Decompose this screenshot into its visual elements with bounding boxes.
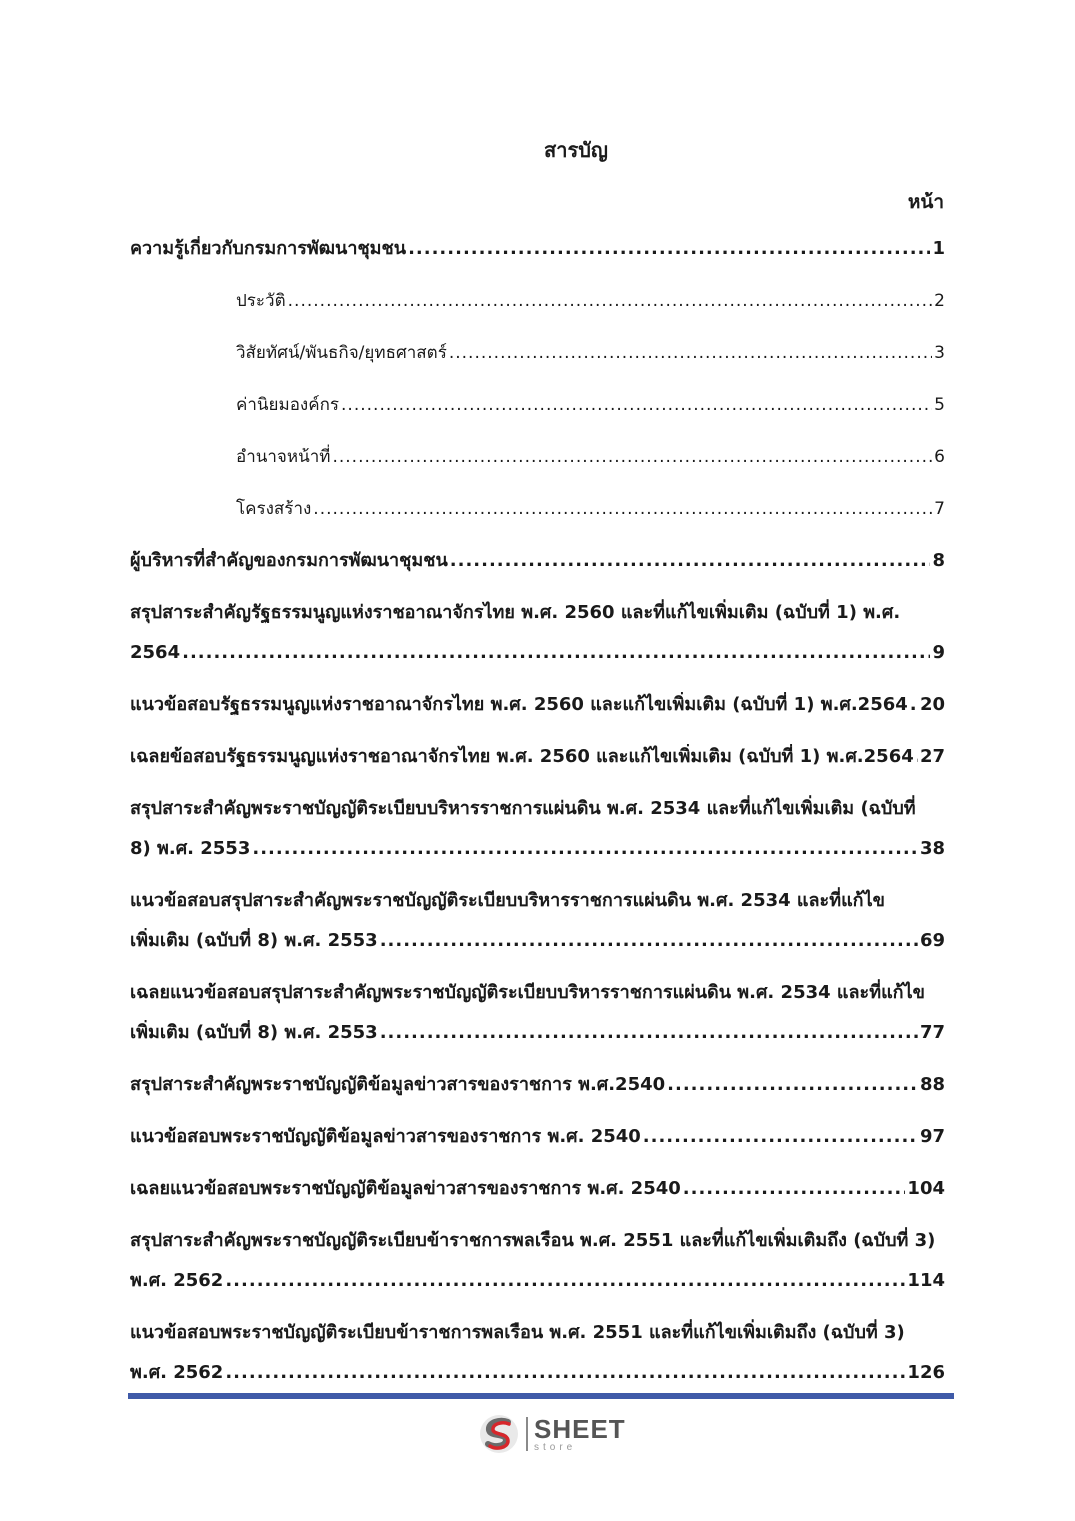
toc-entry-text: โครงสร้าง	[236, 499, 312, 519]
toc-page-number: 69	[919, 930, 945, 951]
toc-page-number: 6	[934, 447, 945, 467]
toc-page-number: 1	[932, 238, 945, 259]
toc-row	[130, 928, 945, 954]
toc-leader-dots	[288, 288, 933, 314]
table-of-contents	[130, 236, 945, 1412]
toc-page-number: 27	[919, 746, 945, 767]
toc-leader-dots	[225, 1360, 905, 1386]
toc-page-number: 9	[932, 642, 945, 663]
toc-entry-text: ค่านิยมองค์กร	[236, 395, 340, 415]
toc-entry-text: พ.ศ. 2562	[130, 1362, 224, 1383]
toc-page-number: 104	[907, 1178, 945, 1199]
toc-entry-multiline	[130, 888, 945, 954]
toc-leader-dots	[667, 1072, 918, 1098]
toc-entry-text: แนวข้อสอบรัฐธรรมนูญแห่งราชอาณาจักรไทย พ.ศ. 2560 และแก้ไขเพิ่มเติม (ฉบับที่ 1) พ.ศ.2564	[130, 694, 908, 715]
toc-page-number: 5	[934, 395, 945, 415]
toc-entry-text: ประวัติ	[236, 291, 286, 311]
toc-row	[130, 1268, 945, 1294]
toc-entry-text: เพิ่มเติม (ฉบับที่ 8) พ.ศ. 2553	[130, 930, 378, 951]
toc-page-number: 77	[919, 1022, 945, 1043]
logo-wordmark	[534, 1413, 626, 1453]
toc-leader-dots	[916, 744, 918, 770]
toc-leader-dots	[408, 236, 930, 262]
toc-entry-text: พ.ศ. 2562	[130, 1270, 224, 1291]
toc-row	[130, 1020, 945, 1046]
footer-divider	[128, 1393, 954, 1399]
toc-entry-line1: สรุปสาระสำคัญรัฐธรรมนูญแห่งราชอาณาจักรไทย พ.ศ. 2560 และที่แก้ไขเพิ่มเติม (ฉบับที่ 1) พ.ศ.	[130, 602, 901, 623]
toc-page-number: 3	[934, 343, 945, 363]
sheet-store-logo	[478, 1413, 626, 1455]
toc-row	[130, 548, 945, 574]
toc-entry-text: เฉลยข้อสอบรัฐธรรมนูญแห่งราชอาณาจักรไทย พ.ศ. 2560 และแก้ไขเพิ่มเติม (ฉบับที่ 1) พ.ศ.2564	[130, 746, 914, 767]
toc-entry-line1: แนวข้อสอบพระราชบัญญัติระเบียบข้าราชการพลเรือน พ.ศ. 2551 และที่แก้ไขเพิ่มเติมถึง (ฉบับที่ 3)	[130, 1322, 905, 1343]
toc-entry-multiline	[130, 980, 945, 1046]
toc-row	[130, 288, 945, 314]
toc-row	[130, 836, 945, 862]
toc-entry-line1: เฉลยแนวข้อสอบสรุปสาระสำคัญพระราชบัญญัติระเบียบบริหารราชการแผ่นดิน พ.ศ. 2534 และที่แก้ไข	[130, 982, 925, 1003]
toc-row	[130, 744, 945, 770]
toc-entry-multiline	[130, 796, 945, 862]
toc-row	[130, 236, 945, 262]
toc-leader-dots	[449, 340, 932, 366]
toc-leader-dots	[313, 496, 932, 522]
toc-leader-dots	[252, 836, 918, 862]
toc-row	[130, 340, 945, 366]
toc-entry-text: เฉลยแนวข้อสอบพระราชบัญญัติข้อมูลข่าวสารของราชการ พ.ศ. 2540	[130, 1178, 681, 1199]
toc-leader-dots	[182, 640, 930, 666]
toc-leader-dots	[380, 928, 918, 954]
toc-entry-text: อำนาจหน้าที่	[236, 447, 331, 467]
toc-leader-dots	[450, 548, 931, 574]
logo-tagline: store	[534, 1441, 577, 1453]
toc-title: สารบัญ	[544, 138, 608, 162]
toc-page-number: 7	[934, 499, 945, 519]
toc-entry-multiline	[130, 600, 945, 666]
toc-row	[130, 1360, 945, 1386]
toc-row	[130, 692, 945, 718]
toc-row	[130, 444, 945, 470]
toc-page-number: 8	[932, 550, 945, 571]
toc-entry-multiline	[130, 1228, 945, 1294]
toc-entry-multiline	[130, 1320, 945, 1386]
page-column-header: หน้า	[907, 191, 944, 213]
toc-row	[130, 1124, 945, 1150]
toc-row	[130, 392, 945, 418]
toc-page-number: 88	[919, 1074, 945, 1095]
toc-entry-text: วิสัยทัศน์/พันธกิจ/ยุทธศาสตร์	[236, 343, 447, 363]
sheet-store-logo-icon	[478, 1413, 520, 1455]
toc-page-number: 97	[919, 1126, 945, 1147]
toc-row	[130, 1176, 945, 1202]
toc-row	[130, 1072, 945, 1098]
toc-page-number: 126	[907, 1362, 945, 1383]
toc-leader-dots	[683, 1176, 906, 1202]
toc-row	[130, 640, 945, 666]
toc-entry-text: ผู้บริหารที่สำคัญของกรมการพัฒนาชุมชน	[130, 550, 448, 571]
toc-leader-dots	[341, 392, 932, 418]
toc-leader-dots	[643, 1124, 918, 1150]
toc-leader-dots	[332, 444, 932, 470]
toc-entry-text: 2564	[130, 642, 181, 663]
toc-entry-text: ความรู้เกี่ยวกับกรมการพัฒนาชุมชน	[130, 238, 407, 259]
toc-entry-line1: แนวข้อสอบสรุปสาระสำคัญพระราชบัญญัติระเบียบบริหารราชการแผ่นดิน พ.ศ. 2534 และที่แก้ไข	[130, 890, 885, 911]
toc-page-number: 2	[934, 291, 945, 311]
toc-page-number: 38	[919, 838, 945, 859]
toc-page-number: 114	[907, 1270, 945, 1291]
toc-entry-text: สรุปสาระสำคัญพระราชบัญญัติข้อมูลข่าวสารของราชการ พ.ศ.2540	[130, 1074, 666, 1095]
toc-leader-dots	[910, 692, 918, 718]
toc-entry-line1: สรุปสาระสำคัญพระราชบัญญัติระเบียบบริหารราชการแผ่นดิน พ.ศ. 2534 และที่แก้ไขเพิ่มเติม (ฉบับที่	[130, 798, 916, 819]
toc-row	[130, 496, 945, 522]
toc-page-number: 20	[919, 694, 945, 715]
logo-divider	[526, 1417, 528, 1451]
toc-entry-text: เพิ่มเติม (ฉบับที่ 8) พ.ศ. 2553	[130, 1022, 378, 1043]
toc-leader-dots	[225, 1268, 905, 1294]
toc-leader-dots	[380, 1020, 918, 1046]
toc-entry-line1: สรุปสาระสำคัญพระราชบัญญัติระเบียบข้าราชการพลเรือน พ.ศ. 2551 และที่แก้ไขเพิ่มเติมถึง (ฉบับที่ 3)	[130, 1230, 936, 1251]
logo-name: SHEET	[534, 1413, 626, 1444]
toc-entry-text: 8) พ.ศ. 2553	[130, 838, 251, 859]
toc-entry-text: แนวข้อสอบพระราชบัญญัติข้อมูลข่าวสารของราชการ พ.ศ. 2540	[130, 1126, 641, 1147]
